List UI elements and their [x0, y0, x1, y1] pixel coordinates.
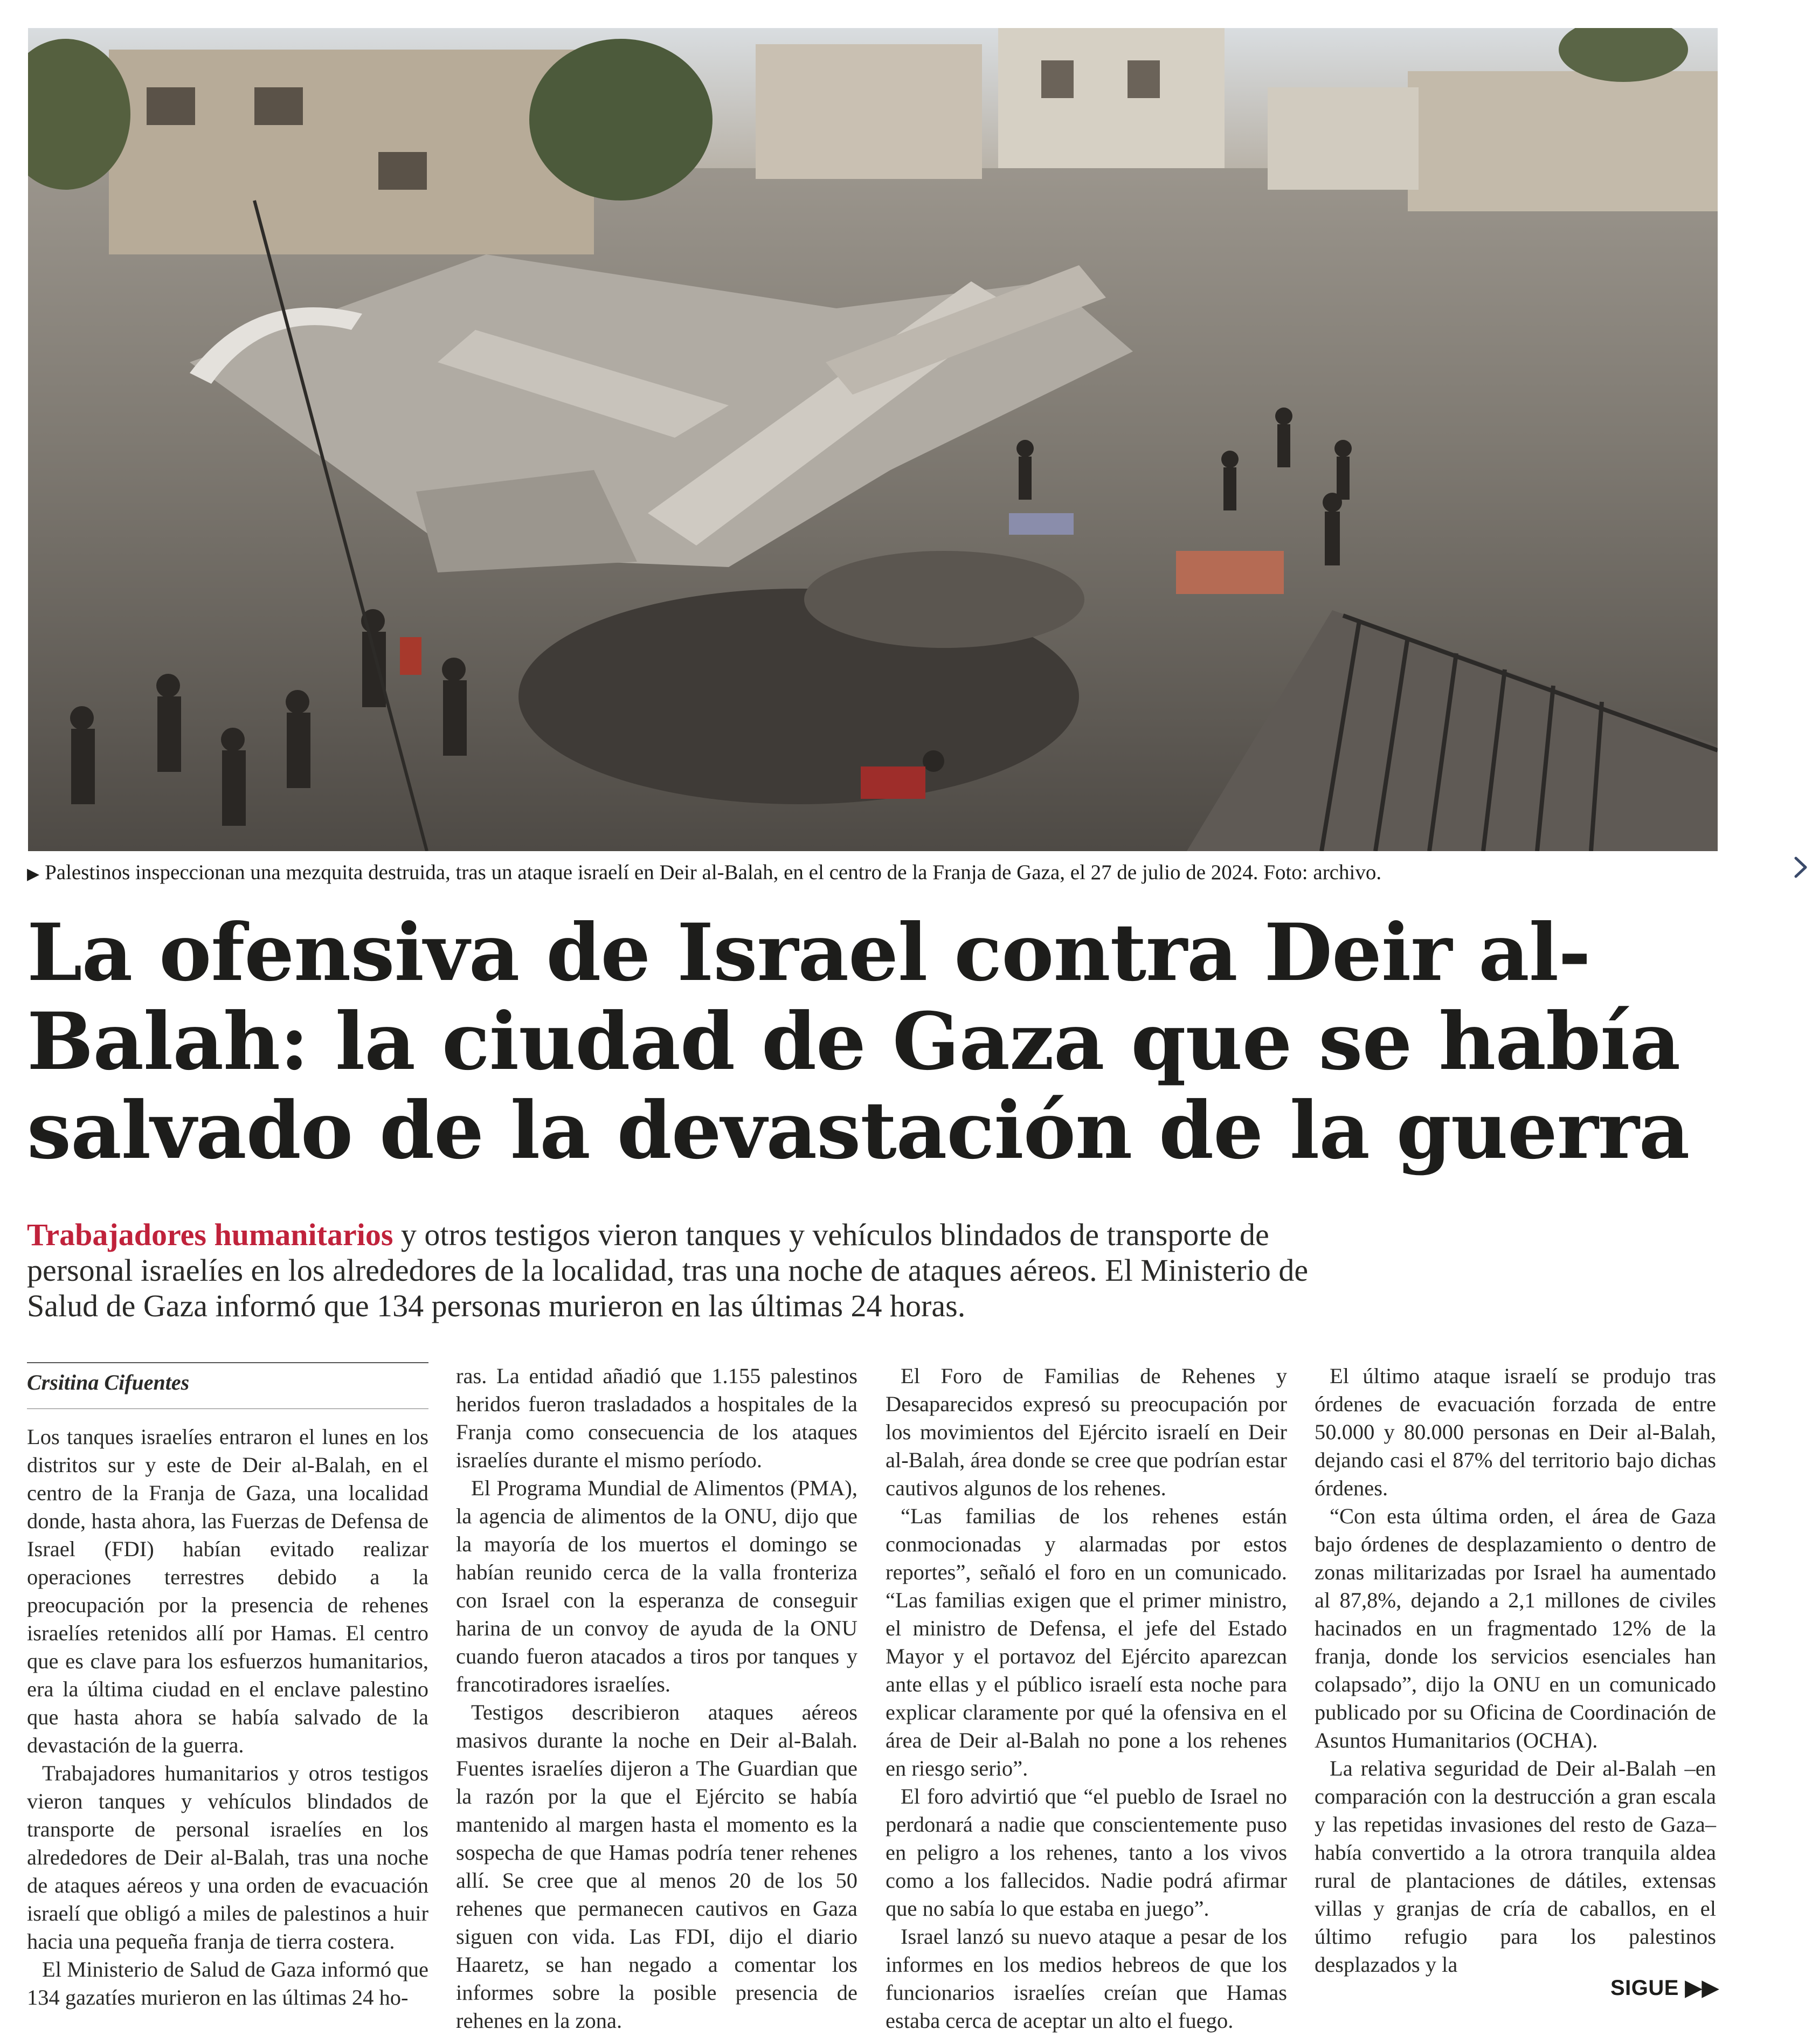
next-page-chevron-icon[interactable]	[1781, 848, 1819, 886]
body-paragraph: Los tanques israelíes entraron el lunes en los distritos sur y este de Deir al-Balah, en el centro de la Franja de Gaza, una localidad donde, hasta ahora, las Fuerzas de Defensa de Israel (FDI) habían evitado realizar operaciones terrestres debido a la preocupación por la presencia de rehenes israelíes retenidos allí por Hamas. El centro que es clave para los esfuerzos humanitarios, era la última ciudad en el enclave palestino que hasta ahora se había salvado de la devastación de la guerra.	[27, 1425, 428, 1757]
body-paragraph: Israel lanzó su nuevo ataque a pesar de los informes en los medios hebreos de que los funcionarios israelíes creían que Hamas estaba cerca de aceptar un alto el fuego.	[886, 1924, 1287, 2033]
photo-caption	[27, 858, 1725, 889]
body-paragraph: Testigos describieron ataques aéreos masivos durante la noche en Deir al-Balah. Fuentes israelíes dijeron a The Guardian que la razón por la que el Ejército se había mantenido al margen hasta el momento es la sospecha de que Hamas podría tener rehenes allí. Se cree que al menos 20 de los 50 rehenes que permanecen cautivos en Gaza siguen con vida. Las FDI, dijo el diario Haaretz, se han negado a comentar los informes sobre la posible presencia de rehenes en la zona.	[456, 1700, 857, 2033]
byline: Crsitina Cifuentes	[27, 1362, 428, 1397]
body-paragraph: “Con esta última orden, el área de Gaza bajo órdenes de desplazamiento o dentro de zonas militarizadas por Israel ha aumentado al 87,8%, dejando a 2,1 millones de civiles hacinados en un fragmentado 12% de la franja, donde los servicios esenciales han colapsado”, dijo la ONU en un comunicado publicado por su Oficina de Coordinación de Asuntos Humanitarios (OCHA).	[1315, 1504, 1716, 1752]
article-photo	[28, 28, 1718, 851]
byline-divider	[27, 1408, 428, 1409]
body-paragraph: El último ataque israelí se produjo tras órdenes de evacuación forzada de entre 50.000 y 80.000 personas en Deir al-Balah, dejando casi el 87% del territorio bajo dichas órdenes.	[1315, 1364, 1716, 1500]
deck-lead: Trabajadores humanitarios	[27, 1217, 393, 1252]
rubble-photo-illustration	[28, 28, 1718, 851]
body-column-3	[886, 1362, 1287, 2035]
continued-marker[interactable]: SIGUE ▶▶	[1610, 1976, 1719, 2000]
body-paragraph: El Programa Mundial de Alimentos (PMA), la agencia de alimentos de la ONU, dijo que la mayoría de los muertos el domingo se habían reunido cerca de la valla fronteriza con Israel con la esperanza de conseguir harina de un convoy de ayuda de la ONU cuando fueron atacados a tiros por tanques y francotiradores israelíes.	[456, 1476, 857, 1696]
body-paragraph: “Las familias de los rehenes están conmocionadas y alarmadas por estos reportes”, señaló el foro en un comunicado. “Las familias exigen que el primer ministro, el ministro de Defensa, el jefe del Estado Mayor y el portavoz del Ejército aparezcan ante ellas y el público israelí esta noche para explicar claramente por qué la ofensiva en el área de Deir al-Balah no pone a los rehenes en riesgo serio”.	[886, 1504, 1287, 1780]
body-paragraph: La relativa seguridad de Deir al-Balah –en comparación con la destrucción a gran escala y las repetidas invasiones del resto de Gaza– había convertido a la otrora tranquila aldea rural de plantaciones de dátiles, extensas villas y granjas de cría de caballos, en el último refugio para los palestinos desplazados y la	[1315, 1756, 1716, 1977]
article-deck	[27, 1217, 1380, 1324]
body-paragraph: Trabajadores humanitarios y otros testigos vieron tanques y vehículos blindados de transporte de personal israelíes en los alrededores de Deir al-Balah, tras una noche de ataques aéreos y una orden de evacuación israelí que obligó a miles de palestinos a huir hacia una pequeña franja de tierra costera.	[27, 1761, 428, 1953]
body-column-4	[1315, 1362, 1716, 1979]
body-column-2	[456, 1362, 857, 2035]
article-headline: La ofensiva de Israel contra Deir al-Balah: la ciudad de Gaza que se había salvado de la devastación de la guerra	[27, 907, 1690, 1177]
body-paragraph: El Ministerio de Salud de Gaza informó que 134 gazatíes murieron en las últimas 24 ho-	[27, 1957, 428, 2010]
body-paragraph: El foro advirtió que “el pueblo de Israel no perdonará a nadie que conscientemente puso en peligro a los rehenes, tanto a los vivos como a los fallecidos. Nadie podrá afirmar que no sabía lo que estaba en juego”.	[886, 1784, 1287, 1921]
deck-text: y otros testigos vieron tanques y vehículos blindados de transporte de personal israelíes en los alrededores de la localidad, tras una noche de ataques aéreos. El Ministerio de Salud de Gaza informó que 134 personas murieron en las últimas 24 horas.	[27, 1217, 1309, 1323]
caption-text: Palestinos inspeccionan una mezquita destruida, tras un ataque israelí en Deir al-Balah, en el centro de la Franja de Gaza, el 27 de julio de 2024. Foto: archivo.	[45, 861, 1382, 884]
caption-arrow-icon: ▶	[27, 865, 40, 883]
chevron-right-icon	[1789, 854, 1811, 881]
body-paragraph: El Foro de Familias de Rehenes y Desaparecidos expresó su preocupación por los movimientos del Ejército israelí en Deir al-Balah, área donde se cree que podrían estar cautivos algunos de los rehenes.	[886, 1364, 1287, 1500]
body-column-1	[27, 1362, 428, 2012]
body-paragraph: ras. La entidad añadió que 1.155 palestinos heridos fueron trasladados a hospitales de la Franja como consecuencia de los ataques israelíes durante el mismo período.	[456, 1364, 857, 1472]
